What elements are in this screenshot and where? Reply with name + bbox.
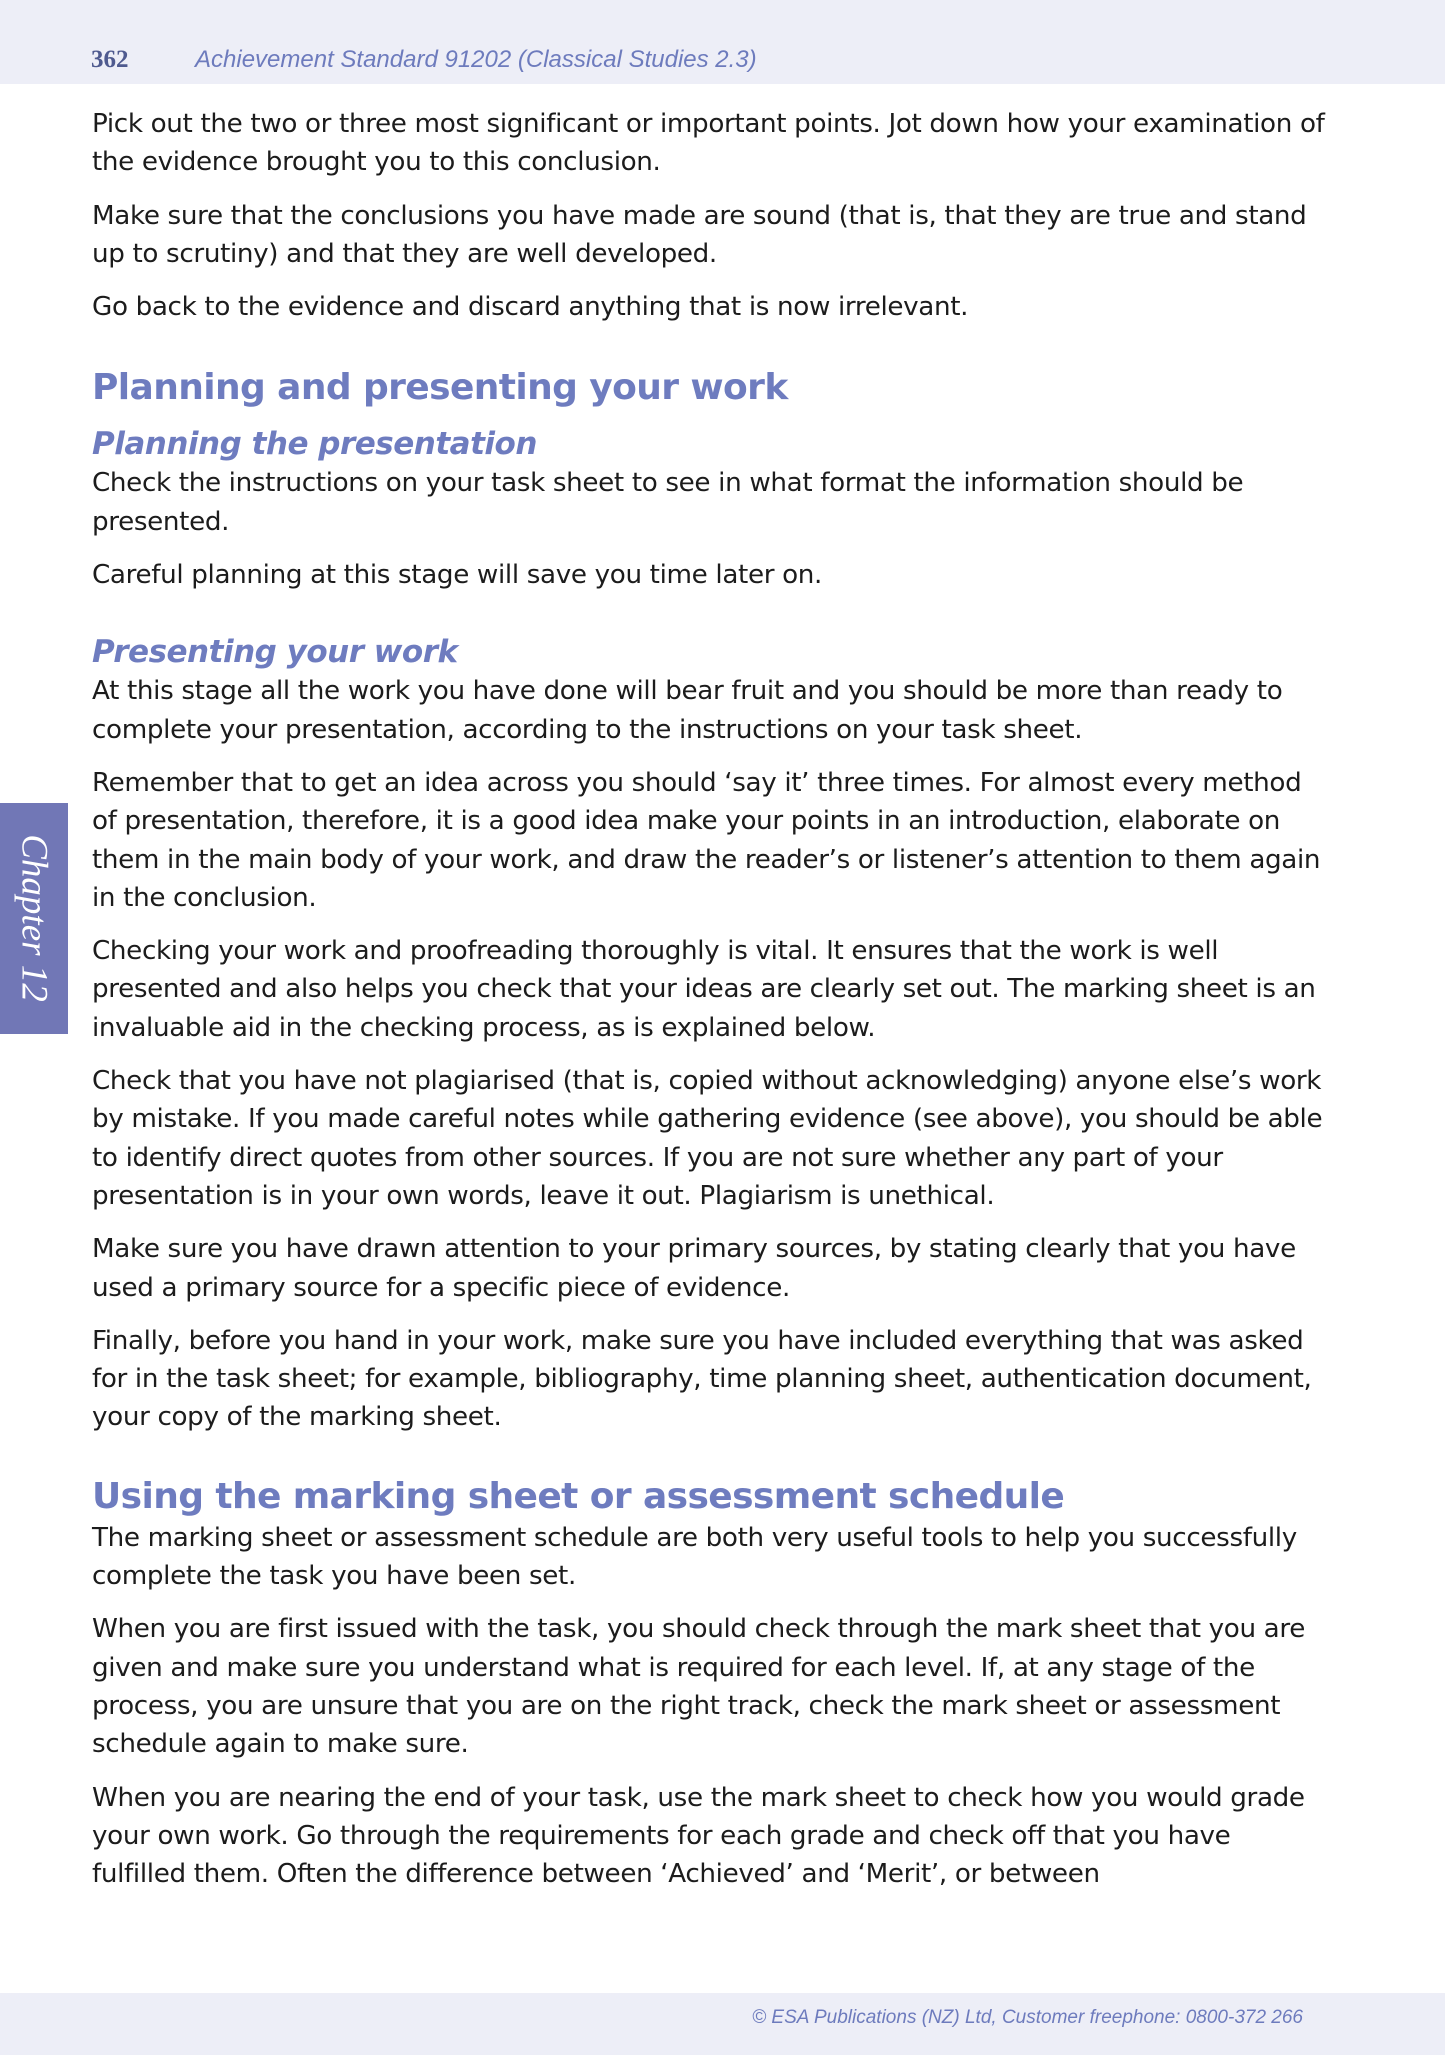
paragraph: Make sure you have drawn attention to your primary sources, by stating clearly that you have used a primary source for a specific piece of evidence. [92, 1234, 1296, 1303]
paragraph: When you are nearing the end of your task, use the mark sheet to check how you would grade your own work. Go through the requirements for each grade and check off that you have fulfilled them. Often the difference between ‘Achieved’ and ‘Merit’, or between [92, 1782, 1305, 1890]
page-footer [0, 1993, 1445, 2055]
paragraph: At this stage all the work you have done will bear fruit and you should be more than ready to complete your presentation, according to the instructions on your task sheet. [92, 676, 1283, 745]
running-title: Achievement Standard 91202 (Classical Studies 2.3) [195, 46, 757, 73]
paragraph: Check that you have not plagiarised (that is, copied without acknowledging) anyone else’s work by mistake. If you made careful notes while gathering evidence (see above), you should be able to identify direct quotes from other sources. If you are not sure whether any part of your presentation is in your own words, leave it out. Plagiarism is unethical. [92, 1066, 1323, 1211]
paragraph: When you are first issued with the task, you should check through the mark sheet that you are given and make sure you understand what is required for each level. If, at any stage of the process, you are unsure that you are on the right track, check the mark sheet or assessment schedule again to make sure. [92, 1614, 1305, 1760]
page-number: 362 [91, 46, 129, 73]
paragraph: Checking your work and proofreading thoroughly is vital. It ensures that the work is well presented and also helps you check that your ideas are clearly set out. The marking sheet is an invaluable aid in the checking process, as is explained below. [92, 936, 1316, 1043]
paragraph: Finally, before you hand in your work, make sure you have included everything that was asked for in the task sheet; for example, bibliography, time planning sheet, authentication document, your copy of the marking sheet. [92, 1325, 1312, 1433]
paragraph: Remember that to get an idea across you should ‘say it’ three times. For almost every method of presentation, therefore, it is a good idea make your points in an introduction, elaborate on them in the main body of your work, and draw the reader’s or listener’s attention to them again in the conclusion. [92, 767, 1321, 913]
paragraph: The marking sheet or assessment schedule are both very useful tools to help you successfully complete the task you have been set. [92, 1522, 1297, 1592]
page-header [0, 0, 1445, 84]
paragraph: Make sure that the conclusions you have made are sound (that is, that they are true and stand up to scrutiny) and that they are well developed. [92, 200, 1307, 269]
page-content [92, 105, 1332, 1908]
paragraph: Go back to the evidence and discard anything that is now irrelevant. [92, 292, 969, 323]
section-heading-planning: Planning and presenting your work [92, 367, 788, 409]
section-heading-marking-sheet: Using the marking sheet or assessment schedule [92, 1475, 1065, 1517]
subheading-planning-presentation: Planning the presentation [92, 426, 537, 463]
paragraph: Careful planning at this stage will save you time later on. [92, 560, 822, 591]
footer-copyright: © ESA Publications (NZ) Ltd, Customer freephone: 0800-372 266 [752, 2007, 1303, 2028]
paragraph: Pick out the two or three most significant or important points. Jot down how your examination of the evidence brought you to this conclusion. [92, 109, 1325, 178]
chapter-tab-label: Chapter 12 [13, 834, 55, 1002]
subheading-presenting-work: Presenting your work [92, 634, 458, 671]
paragraph: Check the instructions on your task sheet to see in what format the information should be presented. [92, 468, 1244, 537]
chapter-tab [0, 803, 68, 1034]
